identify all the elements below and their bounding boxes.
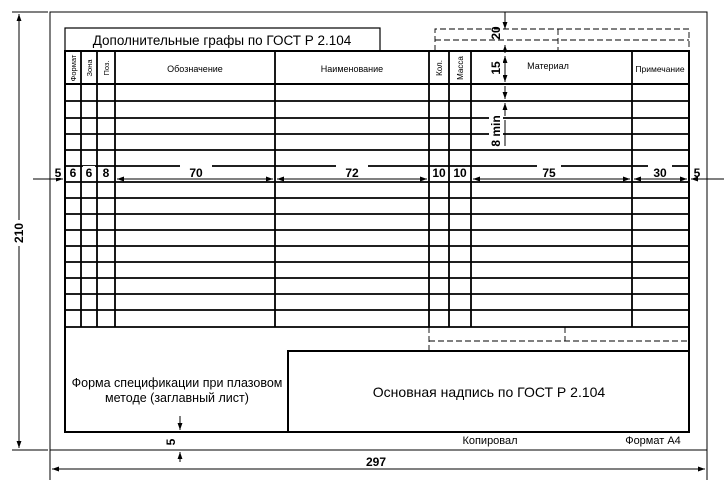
dim-row-height: 8 min (489, 115, 503, 147)
col-header-zone: Зона (85, 59, 94, 77)
dim-designation: 70 (189, 166, 203, 180)
dim-zone: 6 (85, 166, 93, 180)
col-header-qty: Кол. (435, 60, 444, 76)
dim-bottom-gap: 5 (164, 438, 178, 446)
col-header-designation: Обозначение (167, 64, 223, 74)
dim-qty: 10 (432, 166, 446, 180)
col-header-mass: Масса (456, 56, 465, 80)
dashed-top-block (435, 29, 689, 51)
dim-format: 6 (69, 166, 77, 180)
col-header-note: Примечание (635, 64, 685, 74)
form-frame (65, 51, 689, 432)
col-header-format: Формат (69, 54, 78, 82)
dimension-label-backgrounds (52, 165, 672, 178)
title-block-label: Основная надпись по ГОСТ Р 2.104 (372, 384, 606, 400)
table-row-lines (65, 101, 689, 327)
dim-margin-left: 5 (54, 166, 62, 180)
dashed-bottom-block (429, 327, 689, 351)
dim-material: 75 (542, 166, 556, 180)
form-caption-line2: методе (заглавный лист) (105, 391, 249, 405)
dim-name: 72 (345, 166, 359, 180)
col-header-pos: Поз. (102, 60, 111, 76)
copied-label: Копировал (462, 435, 518, 447)
dim-sheet-height: 210 (12, 222, 26, 244)
dim-sheet-width: 297 (365, 455, 387, 469)
dim-margin-right: 5 (693, 166, 701, 180)
format-label: Формат А4 (625, 435, 681, 447)
col-header-name: Наименование (320, 64, 384, 74)
dim-mass: 10 (453, 166, 467, 180)
col-header-material: Материал (527, 61, 569, 71)
dim-top-block: 20 (489, 26, 503, 40)
dim-pos: 8 (102, 166, 110, 180)
dim-note: 30 (653, 166, 667, 180)
column-lines (81, 51, 632, 327)
form-caption-line1: Форма спецификации при плазовом (71, 376, 283, 390)
extra-columns-title: Дополнительные графы по ГОСТ Р 2.104 (92, 33, 352, 48)
dim-header-height: 15 (489, 61, 503, 75)
